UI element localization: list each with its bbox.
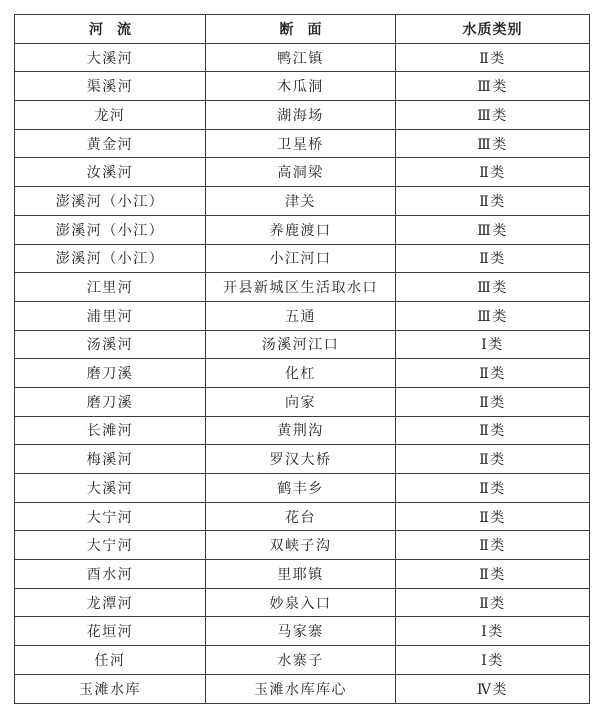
cell-river: 澎溪河（小江） (15, 244, 206, 273)
cell-river: 大溪河 (15, 43, 206, 72)
table-row (15, 301, 590, 330)
cell-section: 玉滩水库库心 (206, 674, 396, 703)
cell-river: 磨刀溪 (15, 387, 206, 416)
table-row (15, 244, 590, 273)
cell-section: 小江河口 (206, 244, 396, 273)
cell-river: 浦里河 (15, 301, 206, 330)
table-row (15, 474, 590, 503)
cell-section: 花台 (206, 502, 396, 531)
cell-section: 双峡子沟 (206, 531, 396, 560)
table-row (15, 101, 590, 130)
cell-section: 黄荆沟 (206, 416, 396, 445)
cell-river: 江里河 (15, 273, 206, 302)
table-header-row (15, 15, 590, 44)
cell-river: 澎溪河（小江） (15, 215, 206, 244)
table-row (15, 359, 590, 388)
column-header-water-quality-class: 水质类别 (396, 15, 590, 44)
table-row (15, 158, 590, 187)
cell-water-quality-class: Ⅲ类 (396, 215, 590, 244)
table-body (15, 43, 590, 703)
cell-water-quality-class: Ⅱ类 (396, 359, 590, 388)
cell-water-quality-class: Ⅱ类 (396, 588, 590, 617)
cell-water-quality-class: Ⅱ类 (396, 387, 590, 416)
cell-water-quality-class: Ⅳ类 (396, 674, 590, 703)
column-header-section: 断面 (206, 15, 396, 44)
cell-water-quality-class: Ⅱ类 (396, 43, 590, 72)
cell-river: 澎溪河（小江） (15, 187, 206, 216)
table-row (15, 387, 590, 416)
cell-water-quality-class: Ⅰ类 (396, 646, 590, 675)
table-row (15, 560, 590, 589)
table-row (15, 531, 590, 560)
cell-section: 水寨子 (206, 646, 396, 675)
cell-section: 五通 (206, 301, 396, 330)
table-row (15, 445, 590, 474)
cell-water-quality-class: Ⅰ类 (396, 330, 590, 359)
cell-section: 汤溪河江口 (206, 330, 396, 359)
table-row (15, 617, 590, 646)
cell-section: 罗汉大桥 (206, 445, 396, 474)
cell-section: 湖海场 (206, 101, 396, 130)
cell-section: 化杠 (206, 359, 396, 388)
cell-water-quality-class: Ⅱ类 (396, 474, 590, 503)
cell-water-quality-class: Ⅱ类 (396, 502, 590, 531)
cell-section: 鸭江镇 (206, 43, 396, 72)
cell-section: 妙泉入口 (206, 588, 396, 617)
cell-river: 酉水河 (15, 560, 206, 589)
cell-water-quality-class: Ⅰ类 (396, 617, 590, 646)
cell-section: 马家寨 (206, 617, 396, 646)
cell-river: 渠溪河 (15, 72, 206, 101)
cell-water-quality-class: Ⅲ类 (396, 301, 590, 330)
table-row (15, 674, 590, 703)
cell-section: 养鹿渡口 (206, 215, 396, 244)
cell-section: 鹤丰乡 (206, 474, 396, 503)
water-quality-table (14, 14, 590, 704)
cell-water-quality-class: Ⅱ类 (396, 416, 590, 445)
cell-river: 龙河 (15, 101, 206, 130)
cell-water-quality-class: Ⅱ类 (396, 158, 590, 187)
cell-river: 龙潭河 (15, 588, 206, 617)
cell-water-quality-class: Ⅱ类 (396, 244, 590, 273)
cell-river: 黄金河 (15, 129, 206, 158)
table-row (15, 72, 590, 101)
cell-river: 大宁河 (15, 531, 206, 560)
table-row (15, 215, 590, 244)
column-header-river: 河流 (15, 15, 206, 44)
cell-water-quality-class: Ⅱ类 (396, 531, 590, 560)
cell-section: 卫星桥 (206, 129, 396, 158)
cell-section: 高洞梁 (206, 158, 396, 187)
cell-water-quality-class: Ⅱ类 (396, 445, 590, 474)
table-row (15, 416, 590, 445)
cell-water-quality-class: Ⅲ类 (396, 129, 590, 158)
cell-river: 大宁河 (15, 502, 206, 531)
cell-section: 木瓜洞 (206, 72, 396, 101)
table-row (15, 588, 590, 617)
cell-river: 汤溪河 (15, 330, 206, 359)
table-row (15, 187, 590, 216)
cell-river: 花垣河 (15, 617, 206, 646)
table-row (15, 129, 590, 158)
cell-river: 磨刀溪 (15, 359, 206, 388)
table-row (15, 273, 590, 302)
table-row (15, 43, 590, 72)
cell-water-quality-class: Ⅲ类 (396, 101, 590, 130)
cell-river: 任河 (15, 646, 206, 675)
cell-river: 大溪河 (15, 474, 206, 503)
cell-river: 长滩河 (15, 416, 206, 445)
table-row (15, 502, 590, 531)
cell-section: 里耶镇 (206, 560, 396, 589)
cell-section: 向家 (206, 387, 396, 416)
cell-river: 梅溪河 (15, 445, 206, 474)
cell-river: 玉滩水库 (15, 674, 206, 703)
table-row (15, 646, 590, 675)
cell-water-quality-class: Ⅲ类 (396, 72, 590, 101)
cell-section: 开县新城区生活取水口 (206, 273, 396, 302)
cell-water-quality-class: Ⅲ类 (396, 273, 590, 302)
cell-river: 汝溪河 (15, 158, 206, 187)
cell-water-quality-class: Ⅱ类 (396, 560, 590, 589)
cell-water-quality-class: Ⅱ类 (396, 187, 590, 216)
cell-section: 津关 (206, 187, 396, 216)
table-row (15, 330, 590, 359)
